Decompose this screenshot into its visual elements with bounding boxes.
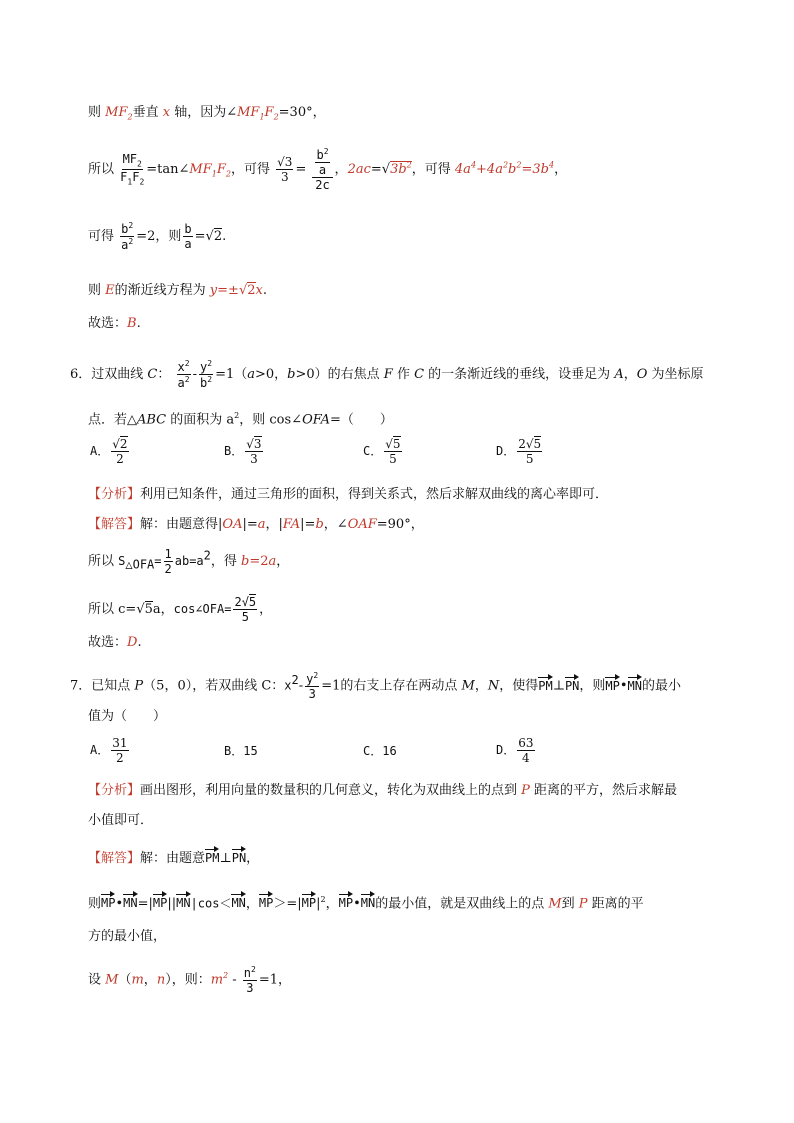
question-number: 7．	[70, 678, 92, 694]
analysis-7-cont: 小值即可．	[88, 813, 154, 828]
text: 所以	[88, 162, 115, 177]
question-6: 6．过双曲线 C： $\frac{x^2}{a^2}$ - $\frac{y^2}{b^2}$ =1（a>0，b>0）的右焦点 F 作 C 的一条渐近线的垂线，设垂足为 A，O 为坐标原	[70, 359, 704, 390]
solution-line-3: 可得 $\frac{b^2}{a^2}$ =2，则 $\frac{b}{a}$ =√2.	[88, 221, 227, 252]
analysis-7: 【分析】画出图形，利用向量的数量积的几何意义，转化为双曲线上的点到 P 距离的平方，然后求解最	[88, 783, 678, 798]
fraction: $\frac{y^2}{b^2}$	[200, 359, 213, 390]
text: =tan∠	[146, 162, 190, 177]
text: 则	[88, 105, 106, 120]
option-b[interactable]: B．15	[224, 744, 258, 758]
question-7: 7．已知点 P（5，0），若双曲线 C：$x^2-$ $\frac{y^2}{3}$ =1的右支上存在两动点 M，N，使得PM⊥PN，则MP•MN的最小	[70, 671, 681, 701]
solution-line-5: 故选：B.	[88, 316, 141, 331]
text: ，可得	[230, 162, 270, 177]
math-var: F	[264, 105, 274, 120]
analysis-6: 【分析】利用已知条件，通过三角形的面积，得到关系式，然后求解双曲线的离心率即可．	[88, 487, 609, 502]
answer-tag: 【解答】	[88, 517, 141, 532]
answer-7-line-3: 设 M（m，n），则：$m^2$ - $\frac{n^2}{3}$ =1，	[88, 965, 292, 995]
option-b[interactable]: B． $\frac{√3}{3}$	[224, 437, 262, 466]
math-var: MF	[105, 105, 128, 120]
answer-7-line-2: 则MP•MN=|MP||MN|cos＜MN，$MP>=|MP|^2$，MP•MN的最小值，就是双曲线上的点 M到 P 距离的平	[88, 895, 644, 912]
text: =30°，	[278, 105, 326, 120]
fraction: $\frac{MF_2}{F_1F_2}$	[120, 151, 145, 187]
math-sub: 2	[127, 112, 133, 122]
answer-6-choice: 故选：D.	[88, 635, 142, 650]
math-var: MF	[189, 162, 212, 177]
math-var: x	[162, 105, 171, 120]
answer-7-line-2-cont: 方的最小值，	[88, 929, 167, 944]
fraction: $\frac{x^2}{a^2}$	[177, 359, 190, 390]
option-c[interactable]: C．16	[363, 744, 397, 758]
math-var: MF	[237, 105, 260, 120]
option-a[interactable]: A． $\frac{√2}{2}$	[90, 437, 128, 466]
option-d[interactable]: D． $\frac{63}{4}$	[496, 736, 534, 765]
fraction-b2a-2c: $\frac{\frac{b^2}{a}}{2c}$	[312, 148, 332, 191]
answer-7-line-1: 【解答】解：由题意PM⊥PN，	[88, 851, 260, 866]
math-var: 2ac	[347, 162, 371, 177]
vector-pm: PM	[538, 678, 553, 693]
analysis-tag: 【分析】	[88, 783, 141, 798]
option-c[interactable]: C． $\frac{√5}{5}$	[363, 437, 401, 466]
question-7-cont: 值为（ ）	[88, 709, 167, 724]
question-6-cont: 点．若△ABC 的面积为 $a^2$，则 cos∠OFA=（ ）	[88, 411, 393, 428]
fraction: $\frac{b^2}{a^2}$	[121, 221, 134, 252]
analysis-tag: 【分析】	[88, 487, 141, 502]
text: 垂直	[132, 105, 163, 120]
answer-6-line-2: 所以 $S_{\triangle OFA}=$ $\frac{1}{2}$ $ab=a^2$，得 b=2a，	[88, 547, 290, 576]
option-a[interactable]: A． $\frac{31}{2}$	[90, 736, 128, 765]
question-number: 6．	[70, 367, 92, 382]
answer-tag: 【解答】	[88, 851, 141, 866]
vector-mp: MP	[605, 678, 620, 693]
answer-6-line-3: 所以 c=√5a，cos∠OFA= $\frac{2√5}{5}$ ，	[88, 595, 273, 624]
solution-line-1	[88, 106, 326, 122]
text: 轴，因为∠	[170, 105, 238, 120]
answer-6-line-1: 【解答】解：由题意得|OA|=a，|FA|=b，∠OAF=90°，	[88, 517, 424, 532]
solution-line-4: 则 E的渐近线方程为 y=±√2x.	[88, 283, 267, 298]
option-d[interactable]: D． $\frac{2√5}{5}$	[496, 437, 542, 466]
math-sub: 1	[259, 112, 265, 122]
fraction-sqrt3: $\frac{√3}{3}$	[277, 155, 293, 184]
vector-pn: PN	[564, 678, 580, 693]
fraction: $\frac{b}{a}$	[184, 222, 192, 251]
vector-mn: MN	[627, 678, 642, 693]
math-sub: 2	[273, 112, 279, 122]
text: 可得	[88, 229, 115, 244]
solution-line-2: 所以 $\frac{MF_2}{F_1F_2}$ $=\tan\angle MF_1F_2$，可得 $\frac{√3}{3}$ = $\frac{\frac{b^2}{a}}{2c}$ ，$2ac=√3b^2$，可得 $4a^4+4a^2b^2=3b^4$，	[88, 147, 568, 192]
